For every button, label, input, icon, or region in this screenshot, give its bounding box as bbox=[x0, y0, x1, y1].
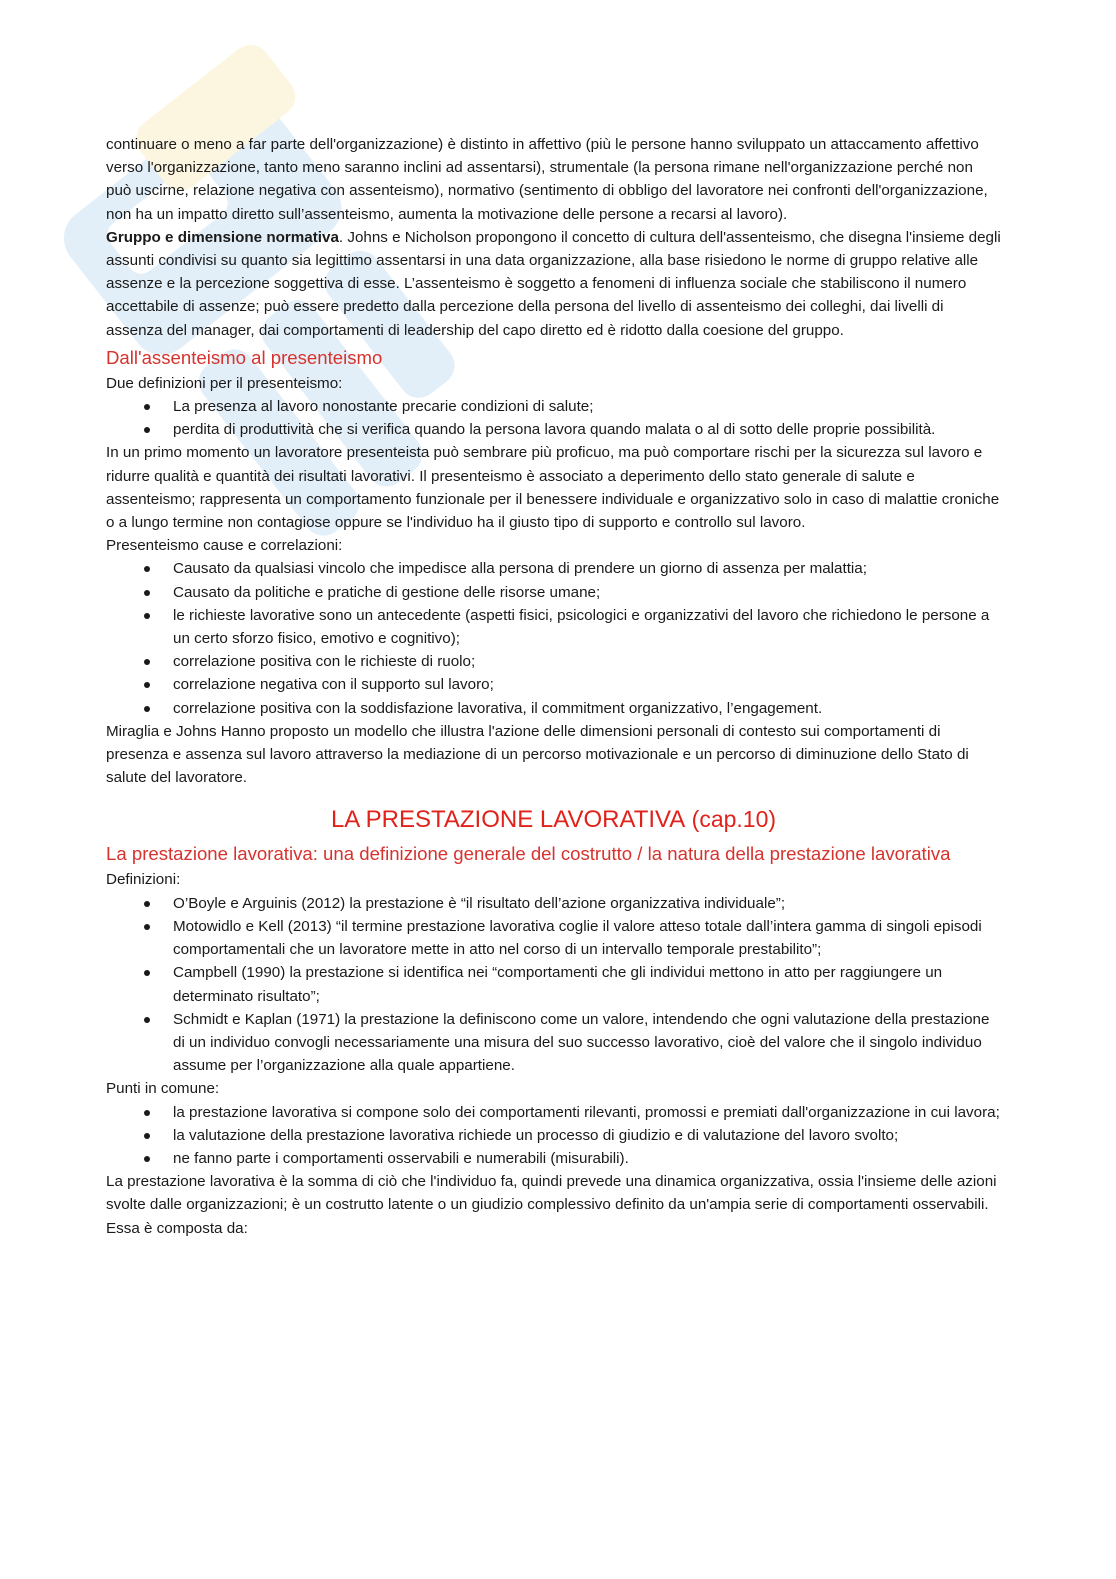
paragraph-somma: La prestazione lavorativa è la somma di ciò che l'individuo fa, quindi prevede una dinamica organizzativa, ossia l'insieme delle azioni svolte dalle organizzazioni; è un costrutto latente o un giudizio complessivo definito da un'ampia serie di comportamenti osservabili. Essa è composta da: bbox=[106, 1173, 997, 1237]
heading-natura-prestazione: La prestazione lavorativa: una definizione generale del costrutto / la natura della prestazione lavorativa bbox=[106, 843, 951, 865]
paragraph-definizioni: Definizioni: bbox=[106, 871, 181, 889]
list-punti-comune bbox=[106, 1101, 1001, 1171]
list-definizioni-presenteismo bbox=[106, 395, 1001, 441]
chapter-title-main: LA PRESTAZIONE LAVORATIVA bbox=[330, 806, 686, 834]
term-gruppo-dimensione-normativa: Gruppo e dimensione normativa bbox=[106, 228, 339, 246]
list-item: Schmidt e Kaplan (1971) la prestazione la definiscono come un valore, intendendo che ogni valutazione della prestazione di un individuo convogli necessariamente una misura del suo successo lavorativo, cioè del valore che il singolo individuo assume per l’organizzazione alla quale appartiene. bbox=[106, 1008, 1001, 1078]
chapter-title-cap: (cap.10) bbox=[685, 806, 777, 833]
list-item: Motowidlo e Kell (2013) “il termine prestazione lavorativa coglie il valore atteso totale dall’intera gamma di singoli episodi comportamentali che un lavoratore mette in atto nel corso di un intervallo temporale prestabilito”; bbox=[106, 915, 1001, 961]
document-page bbox=[106, 133, 1001, 1240]
list-item: Causato da qualsiasi vincolo che impedisce alla persona di prendere un giorno di assenza per malattia; bbox=[106, 557, 1001, 580]
list-item: ne fanno parte i comportamenti osservabili e numerabili (misurabili). bbox=[106, 1147, 1001, 1170]
list-item: Campbell (1990) la prestazione si identifica nei “comportamenti che gli individui mettono in atto per raggiungere un determinato risultato”; bbox=[106, 961, 1001, 1007]
list-item: correlazione positiva con la soddisfazione lavorativa, il commitment organizzativo, l’engagement. bbox=[106, 697, 1001, 720]
list-item: le richieste lavorative sono un antecedente (aspetti fisici, psicologici e organizzativi del lavoro che richiedono le persone a un certo sforzo fisico, emotivo e cognitivo); bbox=[106, 604, 1001, 650]
paragraph-gruppo bbox=[106, 226, 1001, 342]
list-item: la valutazione della prestazione lavorativa richiede un processo di giudizio e di valutazione del lavoro svolto; bbox=[106, 1124, 1001, 1147]
list-definizioni bbox=[106, 892, 1001, 1078]
paragraph-presenteista: In un primo momento un lavoratore presenteista può sembrare più proficuo, ma può comportare rischi per la sicurezza sul lavoro e ridurre qualità e quantità dei risultati lavorativi. Il presenteismo è associato a deperimento dello stato generale di salute e assenteismo; rappresenta un comportamento funzionale per il benessere individuale e organizzativo solo in caso di malattie croniche o a lungo termine non contagiose oppure se l'individuo ha il giusto tipo di supporto e controllo sul lavoro. bbox=[106, 444, 1000, 532]
list-item: La presenza al lavoro nonostante precarie condizioni di salute; bbox=[106, 395, 1001, 418]
list-item: O’Boyle e Arguinis (2012) la prestazione è “il risultato dell’azione organizzativa individuale”; bbox=[106, 892, 1001, 915]
heading-presenteismo: Dall'assenteismo al presenteismo bbox=[106, 346, 383, 368]
list-item: correlazione positiva con le richieste di ruolo; bbox=[106, 650, 1001, 673]
list-item: perdita di produttività che si verifica quando la persona lavora quando malata o al di sotto delle proprie possibilità. bbox=[106, 418, 1001, 441]
list-item: correlazione negativa con il supporto sul lavoro; bbox=[106, 673, 1001, 696]
paragraph-cause: Presenteismo cause e correlazioni: bbox=[106, 537, 343, 555]
list-item: Causato da politiche e pratiche di gestione delle risorse umane; bbox=[106, 581, 1001, 604]
paragraph-miraglia-johns: Miraglia e Johns Hanno proposto un modello che illustra l'azione delle dimensioni personali di contesto sui comportamenti di presenza e assenza sul lavoro attraverso la mediazione di un percorso motivazionale e un percorso di diminuzione dello Stato di salute del lavoratore. bbox=[106, 722, 969, 787]
list-item: la prestazione lavorativa si compone solo dei comportamenti rilevanti, promossi e premiati dall'organizzazione in cui lavora; bbox=[106, 1101, 1001, 1124]
paragraph-gruppo-text: . Johns e Nicholson propongono il concetto di cultura dell'assenteismo, che disegna l'insieme degli assunti condivisi su quanto sia legittimo assentarsi in una data organizzazione, alla base risiedono le norme di gruppo relative alle assenze e la percezione soggettiva di esse. L’assenteismo è soggetto a fenomeni di influenza sociale che stabiliscono il numero accettabile di assenze; può essere predetto dalla percezione della persona del livello di assenteismo dei colleghi, dai livelli di assenza del manager, dai comportamenti di leadership del capo diretto ed è ridotto dalla coesione del gruppo. bbox=[106, 228, 1001, 339]
list-cause-correlazioni bbox=[106, 557, 1001, 719]
paragraph-punti-comune: Punti in comune: bbox=[106, 1080, 220, 1098]
paragraph-commitment: continuare o meno a far parte dell'organizzazione) è distinto in affettivo (più le persone hanno sviluppato un attaccamento affettivo verso l'organizzazione, tanto meno saranno inclini ad assentarsi), strumentale (la persona rimane nell'organizzazione perché non può uscirne, relazione negativa con assenteismo), normativo (sentimento di obbligo del lavoratore nei confronti dell'organizzazione, non ha un impatto diretto sull’assenteismo, aumenta la motivazione delle persone a recarsi al lavoro). bbox=[106, 136, 988, 223]
paragraph-definizioni-presenteismo: Due definizioni per il presenteismo: bbox=[106, 374, 343, 392]
chapter-title bbox=[106, 801, 1001, 838]
